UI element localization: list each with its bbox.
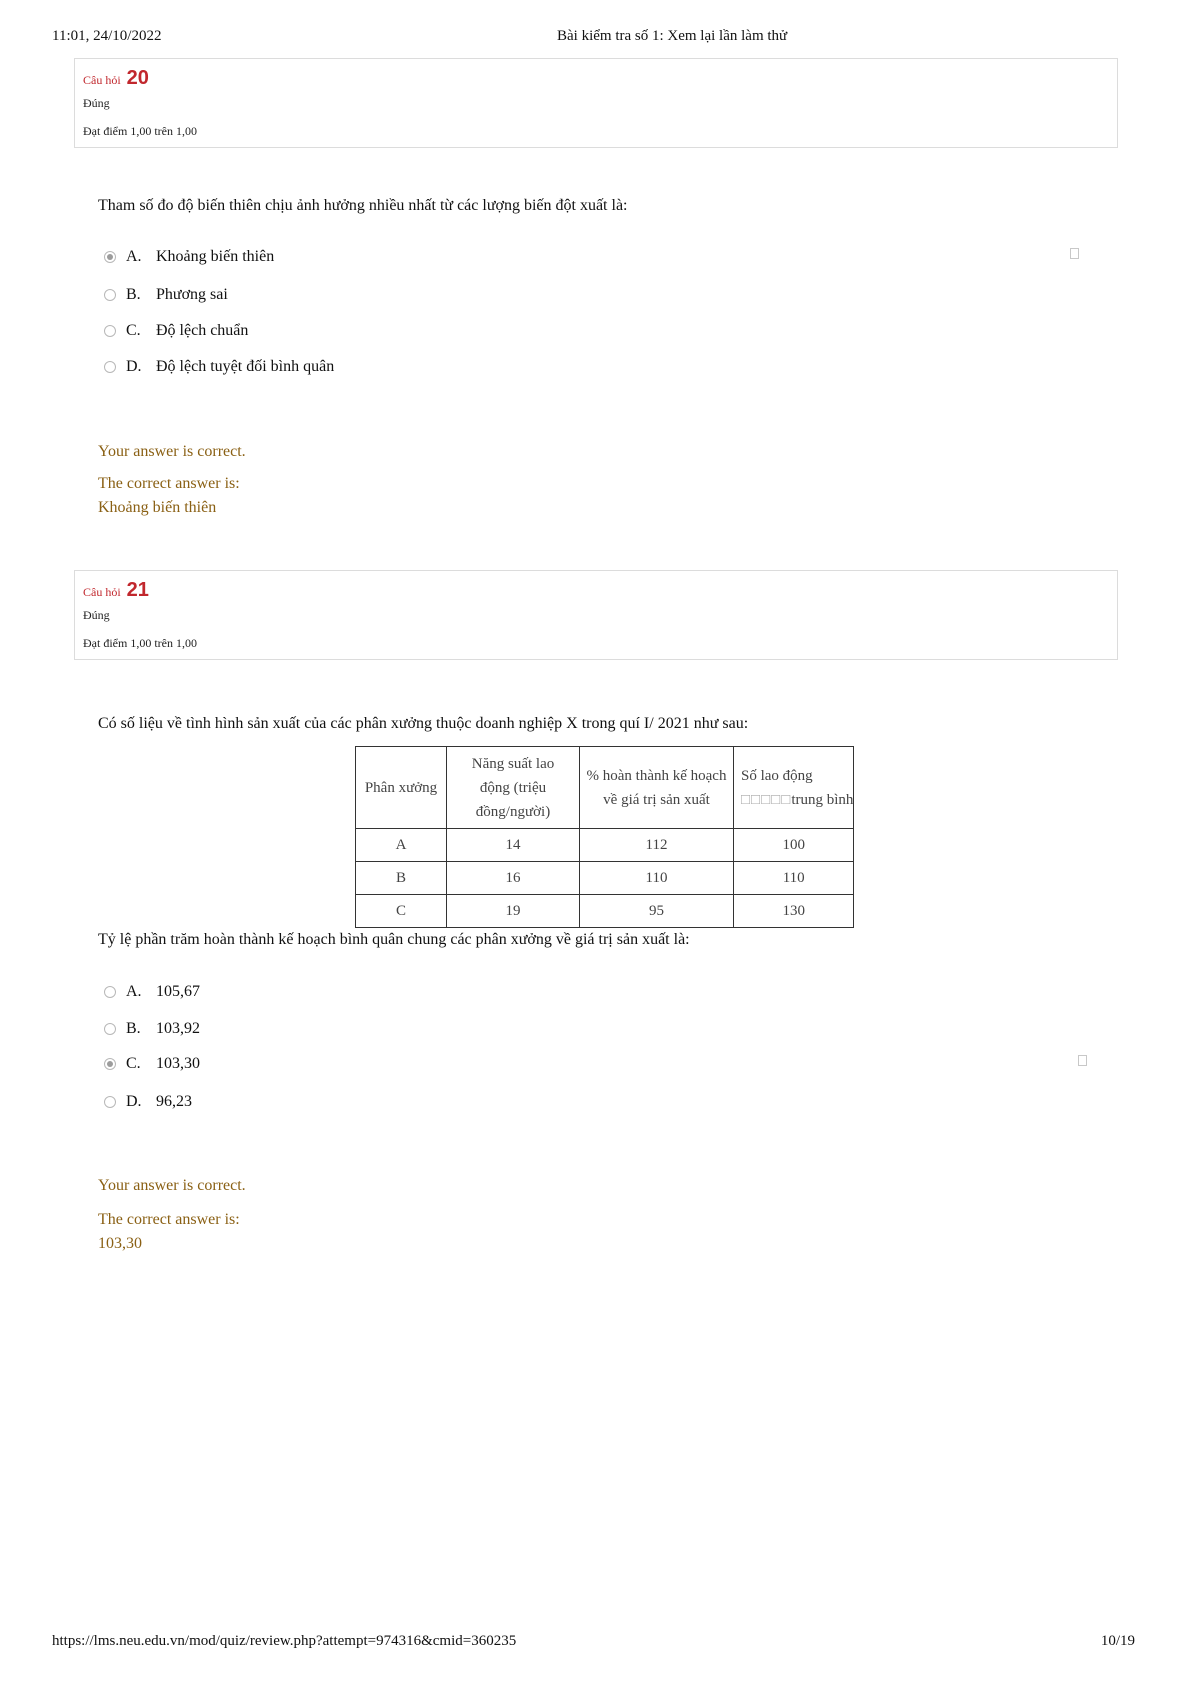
- option-text: Độ lệch chuẩn: [156, 322, 249, 339]
- radio-button[interactable]: [104, 289, 116, 301]
- answer-option[interactable]: [104, 320, 248, 342]
- page-url: https://lms.neu.edu.vn/mod/quiz/review.php?attempt=974316&cmid=360235: [52, 1633, 517, 1649]
- correct-mark-icon: [1078, 1055, 1087, 1066]
- table-row: [356, 862, 854, 895]
- print-datetime: 11:01, 24/10/2022: [52, 28, 162, 44]
- radio-button[interactable]: [104, 1023, 116, 1035]
- question-info-20: [74, 58, 1118, 148]
- answer-option[interactable]: [104, 356, 334, 378]
- question-grade: Đạt điểm 1,00 trên 1,00: [83, 636, 197, 650]
- table-cell: 110: [734, 862, 854, 895]
- answer-option[interactable]: [104, 284, 228, 306]
- question-grade: Đạt điểm 1,00 trên 1,00: [83, 124, 197, 138]
- table-cell: 110: [580, 862, 734, 895]
- table-row: [356, 829, 854, 862]
- table-cell: 130: [734, 895, 854, 928]
- option-letter: A.: [126, 983, 142, 1000]
- print-page-title: Bài kiểm tra số 1: Xem lại lần làm thử: [557, 28, 788, 44]
- option-letter: B.: [126, 286, 141, 303]
- answer-option[interactable]: [104, 246, 274, 268]
- missing-glyphs: □□□□□: [741, 791, 792, 808]
- print-header: [52, 28, 1139, 50]
- table-cell: 112: [580, 829, 734, 862]
- option-text: 105,67: [156, 983, 200, 1000]
- option-text: 103,30: [156, 1055, 200, 1072]
- table-cell: 14: [447, 829, 580, 862]
- table-cell: A: [356, 829, 447, 862]
- radio-button[interactable]: [104, 1096, 116, 1108]
- table-header-row: [356, 747, 854, 829]
- option-text: Phương sai: [156, 286, 228, 303]
- answer-option[interactable]: [104, 1018, 200, 1040]
- table-header-cell: % hoàn thành kế hoạch về giá trị sản xuất: [580, 747, 734, 829]
- question-text-21: Có số liệu về tình hình sản xuất của các phân xưởng thuộc doanh nghiệp X trong quí I/ 2021 như sau:: [98, 715, 749, 732]
- header-text: trung bình: [791, 791, 854, 808]
- answer-option[interactable]: [104, 1091, 192, 1113]
- table-header-cell: Phân xưởng: [356, 747, 447, 829]
- table-cell: 95: [580, 895, 734, 928]
- answer-option[interactable]: [104, 981, 200, 1003]
- option-text: 96,23: [156, 1093, 192, 1110]
- right-answer-label: The correct answer is:: [98, 1211, 240, 1228]
- question-label: Câu hỏi: [83, 73, 121, 87]
- radio-button[interactable]: [104, 325, 116, 337]
- option-letter: B.: [126, 1020, 141, 1037]
- table-header-cell: Năng suất lao động (triệu đồng/người): [447, 747, 580, 829]
- right-answer-value: 103,30: [98, 1235, 142, 1252]
- radio-button[interactable]: [104, 986, 116, 998]
- answer-option[interactable]: [104, 1053, 200, 1075]
- table-cell: 100: [734, 829, 854, 862]
- page-number: 10/19: [1100, 1633, 1135, 1649]
- question-number: 20: [126, 67, 149, 89]
- option-letter: C.: [126, 322, 141, 339]
- radio-button[interactable]: [104, 251, 116, 263]
- option-letter: D.: [126, 1093, 142, 1110]
- option-text: Độ lệch tuyệt đối bình quân: [156, 358, 335, 375]
- question-text-20: Tham số đo độ biến thiên chịu ảnh hưởng nhiều nhất từ các lượng biến đột xuất là:: [98, 197, 628, 214]
- question-label: Câu hỏi: [83, 585, 121, 599]
- feedback-text: Your answer is correct.: [98, 1177, 246, 1194]
- option-letter: C.: [126, 1055, 141, 1072]
- right-answer-value: Khoảng biến thiên: [98, 499, 217, 516]
- option-text: 103,92: [156, 1020, 200, 1037]
- question-followup-21: Tỷ lệ phần trăm hoàn thành kế hoạch bình quân chung các phân xưởng về giá trị sản xuất là:: [98, 931, 690, 948]
- table-header-cell: [734, 747, 854, 829]
- header-line: [741, 788, 853, 812]
- table-row: [356, 895, 854, 928]
- correct-mark-icon: [1070, 248, 1079, 259]
- feedback-text: Your answer is correct.: [98, 443, 246, 460]
- table-cell: B: [356, 862, 447, 895]
- table-cell: 16: [447, 862, 580, 895]
- option-letter: A.: [126, 248, 142, 265]
- question-state: Đúng: [83, 608, 110, 622]
- question-number: 21: [126, 579, 149, 601]
- header-line: Số lao động: [741, 767, 813, 784]
- question-state: Đúng: [83, 96, 110, 110]
- production-table: [355, 746, 854, 928]
- table-cell: C: [356, 895, 447, 928]
- question-info-21: [74, 570, 1118, 660]
- radio-button[interactable]: [104, 361, 116, 373]
- radio-button[interactable]: [104, 1058, 116, 1070]
- option-text: Khoảng biến thiên: [156, 248, 275, 265]
- table-cell: 19: [447, 895, 580, 928]
- option-letter: D.: [126, 358, 142, 375]
- right-answer-label: The correct answer is:: [98, 475, 240, 492]
